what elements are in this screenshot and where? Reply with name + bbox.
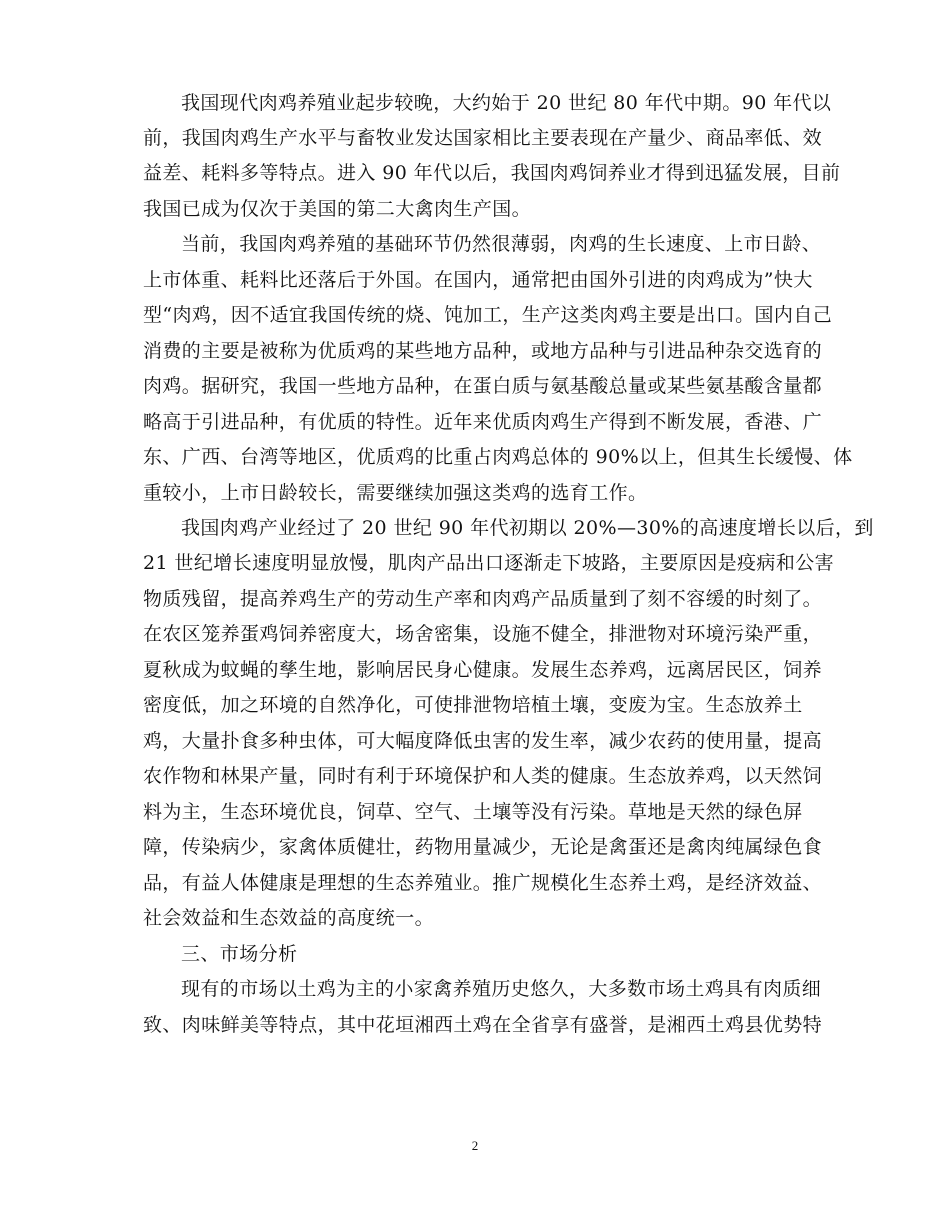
- text-line: 现有的市场以土鸡为主的小家禽养殖历史悠久，大多数市场土鸡具有肉质细: [181, 978, 822, 1000]
- text-line: 夏秋成为蚊蝇的孳生地，影响居民身心健康。发展生态养鸡，远离居民区，饲养: [143, 659, 823, 681]
- text-line: 物质残留，提高养鸡生产的劳动生产率和肉鸡产品质量到了刻不容缓的时刻了。: [143, 588, 823, 610]
- text-line: 障，传染病少，家禽体质健壮，药物用量减少，无论是禽蛋还是禽肉纯属绿色食: [143, 836, 823, 858]
- text-line: 我国已成为仅次于美国的第二大禽肉生产国。: [143, 198, 532, 220]
- text-line: 东、广西、台湾等地区，优质鸡的比重占肉鸡总体的 90%以上，但其生长缓慢、体: [143, 446, 853, 468]
- text-line: 密度低，加之环境的自然净化，可使排泄物培植土壤，变废为宝。生态放养土: [143, 694, 803, 716]
- text-line: 品，有益人体健康是理想的生态养殖业。推广规模化生态养土鸡，是经济效益、: [143, 872, 823, 894]
- section-heading: 三、市场分析: [181, 943, 298, 965]
- text-line: 重较小，上市日龄较长，需要继续加强这类鸡的选育工作。: [143, 482, 648, 504]
- text-line: 料为主，生态环境优良，饲草、空气、土壤等没有污染。草地是天然的绿色屏: [143, 801, 803, 823]
- text-line: 型“肉鸡，因不适宜我国传统的烧、饨加工，生产这类肉鸡主要是出口。国内自己: [143, 304, 833, 326]
- text-line: 我国肉鸡产业经过了 20 世纪 90 年代初期以 20%—30%的高速度增长以后，到: [181, 517, 874, 539]
- text-line: 鸡，大量扑食多种虫体，可大幅度降低虫害的发生率，减少农药的使用量，提高: [143, 730, 823, 752]
- text-line: 致、肉味鲜美等特点，其中花垣湘西土鸡在全省享有盛誉，是湘西土鸡县优势特: [143, 1014, 823, 1036]
- text-line: 略高于引进品种，有优质的特性。近年来优质肉鸡生产得到不断发展，香港、广: [143, 411, 823, 433]
- text-line: 社会效益和生态效益的高度统一。: [143, 907, 435, 929]
- text-line: 21 世纪增长速度明显放慢，肌肉产品出口逐渐走下坡路，主要原因是疫病和公害: [143, 552, 835, 574]
- text-line: 上市体重、耗料比还落后于外国。在国内，通常把由国外引进的肉鸡成为”快大: [143, 269, 813, 291]
- text-line: 肉鸡。据研究，我国一些地方品种，在蛋白质与氨基酸总量或某些氨基酸含量都: [143, 375, 823, 397]
- text-line: 益差、耗料多等特点。进入 90 年代以后，我国肉鸡饲养业才得到迅猛发展，目前: [143, 162, 841, 184]
- page-number: 2: [471, 1138, 479, 1153]
- text-line: 农作物和林果产量，同时有利于环境保护和人类的健康。生态放养鸡，以天然饲: [143, 765, 823, 787]
- text-line: 我国现代肉鸡养殖业起步较晚，大约始于 20 世纪 80 年代中期。90 年代以: [181, 92, 832, 114]
- text-line: 在农区笼养蛋鸡饲养密度大，场舍密集，设施不健全，排泄物对环境污染严重，: [143, 623, 823, 645]
- text-line: 前，我国肉鸡生产水平与畜牧业发达国家相比主要表现在产量少、商品率低、效: [143, 127, 823, 149]
- text-line: 消费的主要是被称为优质鸡的某些地方品种，或地方品种与引进品种杂交选育的: [143, 340, 823, 362]
- text-line: 当前，我国肉鸡养殖的基础环节仍然很薄弱，肉鸡的生长速度、上市日龄、: [181, 233, 822, 255]
